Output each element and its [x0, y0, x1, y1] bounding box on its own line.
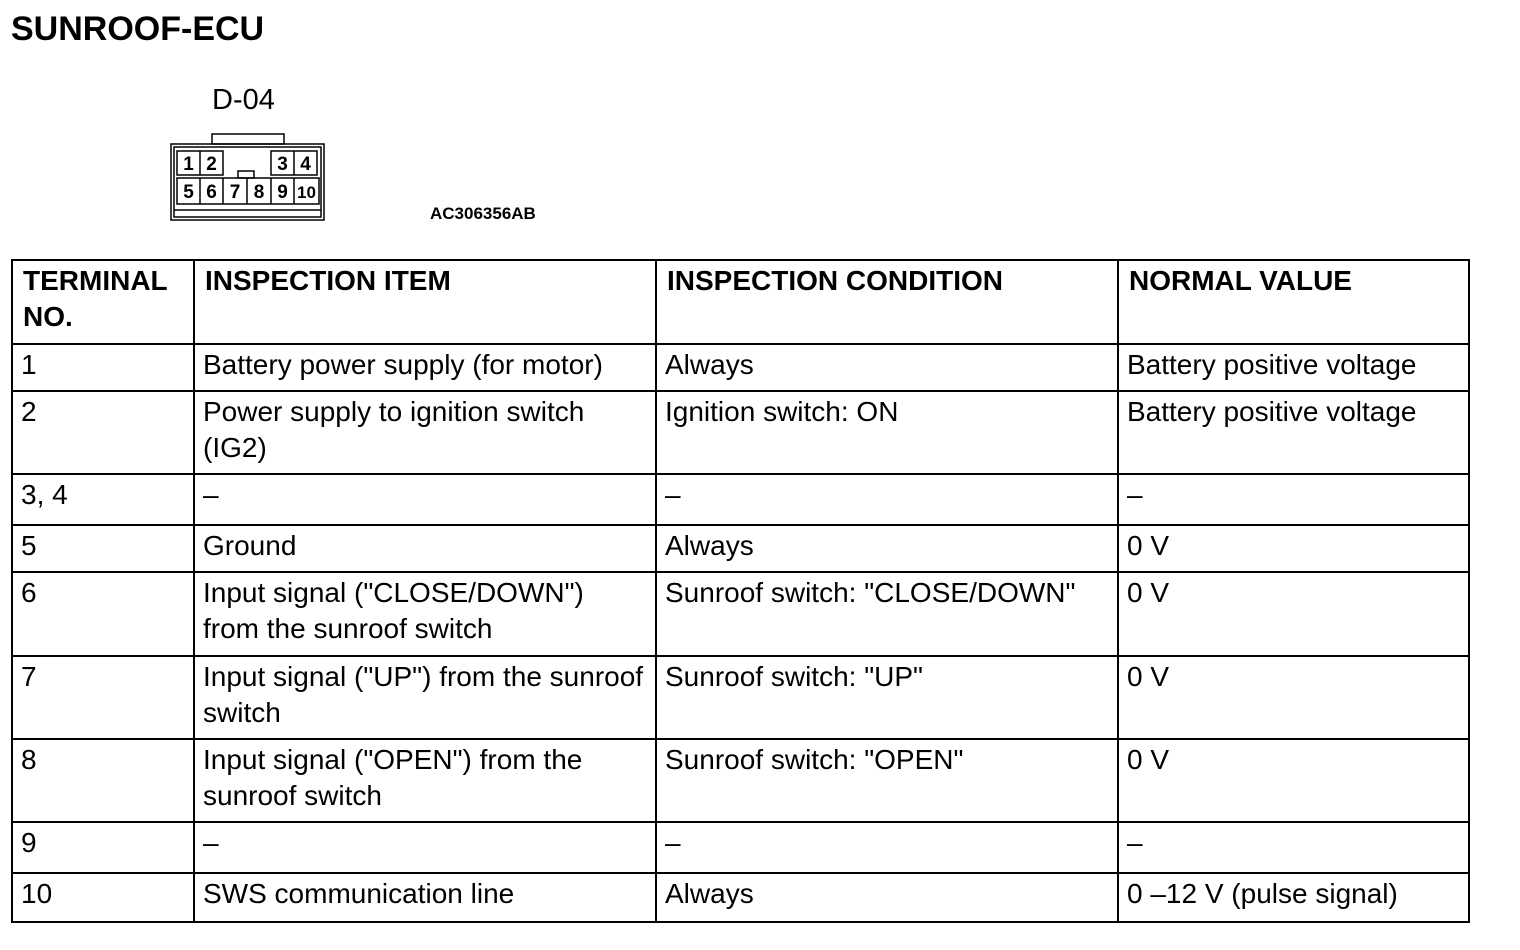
cell-value: 0 –12 V (pulse signal) — [1118, 873, 1469, 922]
cell-value: 0 V — [1118, 525, 1469, 572]
cell-item: Input signal ("OPEN") from the sunroof switch — [194, 739, 656, 822]
cell-item: Input signal ("UP") from the sunroof switch — [194, 656, 656, 739]
page-title: SUNROOF-ECU — [11, 10, 265, 48]
cell-terminal: 9 — [12, 822, 194, 873]
cell-terminal: 10 — [12, 873, 194, 922]
cell-terminal: 8 — [12, 739, 194, 822]
table-row — [12, 873, 1469, 922]
cell-condition: Always — [656, 525, 1118, 572]
terminal-table — [11, 259, 1470, 923]
table-row — [12, 474, 1469, 525]
figure-code: AC306356AB — [430, 204, 536, 223]
cell-value: – — [1118, 474, 1469, 525]
table-row — [12, 822, 1469, 873]
cell-value: 0 V — [1118, 739, 1469, 822]
cell-condition: Sunroof switch: "OPEN" — [656, 739, 1118, 822]
cell-terminal: 5 — [12, 525, 194, 572]
table-row — [12, 739, 1469, 822]
cell-condition: Sunroof switch: "UP" — [656, 656, 1118, 739]
cell-item: Input signal ("CLOSE/DOWN") from the sunroof switch — [194, 572, 656, 656]
header-inspection-item: INSPECTION ITEM — [194, 260, 656, 344]
cell-value: Battery positive voltage — [1118, 391, 1469, 474]
cell-item: Battery power supply (for motor) — [194, 344, 656, 391]
header-terminal-no: TERMINAL NO. — [12, 260, 194, 344]
pin-label: 6 — [206, 182, 217, 203]
table-row — [12, 391, 1469, 474]
pin-label: 8 — [253, 182, 265, 203]
cell-condition: Sunroof switch: "CLOSE/DOWN" — [656, 572, 1118, 656]
header-inspection-condition: INSPECTION CONDITION — [656, 260, 1118, 344]
connector-label: D-04 — [212, 84, 275, 116]
cell-item: Power supply to ignition switch (IG2) — [194, 391, 656, 474]
cell-item: SWS communication line — [194, 873, 656, 922]
table-row — [12, 656, 1469, 739]
cell-terminal: 2 — [12, 391, 194, 474]
cell-condition: Always — [656, 344, 1118, 391]
cell-value: – — [1118, 822, 1469, 873]
pin-label: 2 — [206, 154, 217, 175]
cell-terminal: 3, 4 — [12, 474, 194, 525]
pin-label: 4 — [300, 154, 311, 175]
table-row — [12, 572, 1469, 656]
cell-condition: – — [656, 822, 1118, 873]
cell-terminal: 6 — [12, 572, 194, 656]
table-header-row — [12, 260, 1469, 344]
cell-item: Ground — [194, 525, 656, 572]
cell-item: – — [194, 822, 656, 873]
cell-value: Battery positive voltage — [1118, 344, 1469, 391]
cell-item: – — [194, 474, 656, 525]
cell-condition: Ignition switch: ON — [656, 391, 1118, 474]
pin-label: 7 — [229, 182, 241, 203]
pin-label: 5 — [183, 182, 194, 203]
pin-label: 1 — [183, 154, 194, 175]
cell-value: 0 V — [1118, 656, 1469, 739]
cell-terminal: 1 — [12, 344, 194, 391]
cell-value: 0 V — [1118, 572, 1469, 656]
pin-label: 3 — [277, 154, 288, 175]
header-normal-value: NORMAL VALUE — [1118, 260, 1469, 344]
cell-condition: – — [656, 474, 1118, 525]
cell-terminal: 7 — [12, 656, 194, 739]
pin-label: 10 — [297, 183, 316, 202]
table-row — [12, 344, 1469, 391]
pin-label: 9 — [277, 182, 288, 203]
connector-diagram — [168, 132, 328, 224]
cell-condition: Always — [656, 873, 1118, 922]
table-row — [12, 525, 1469, 572]
